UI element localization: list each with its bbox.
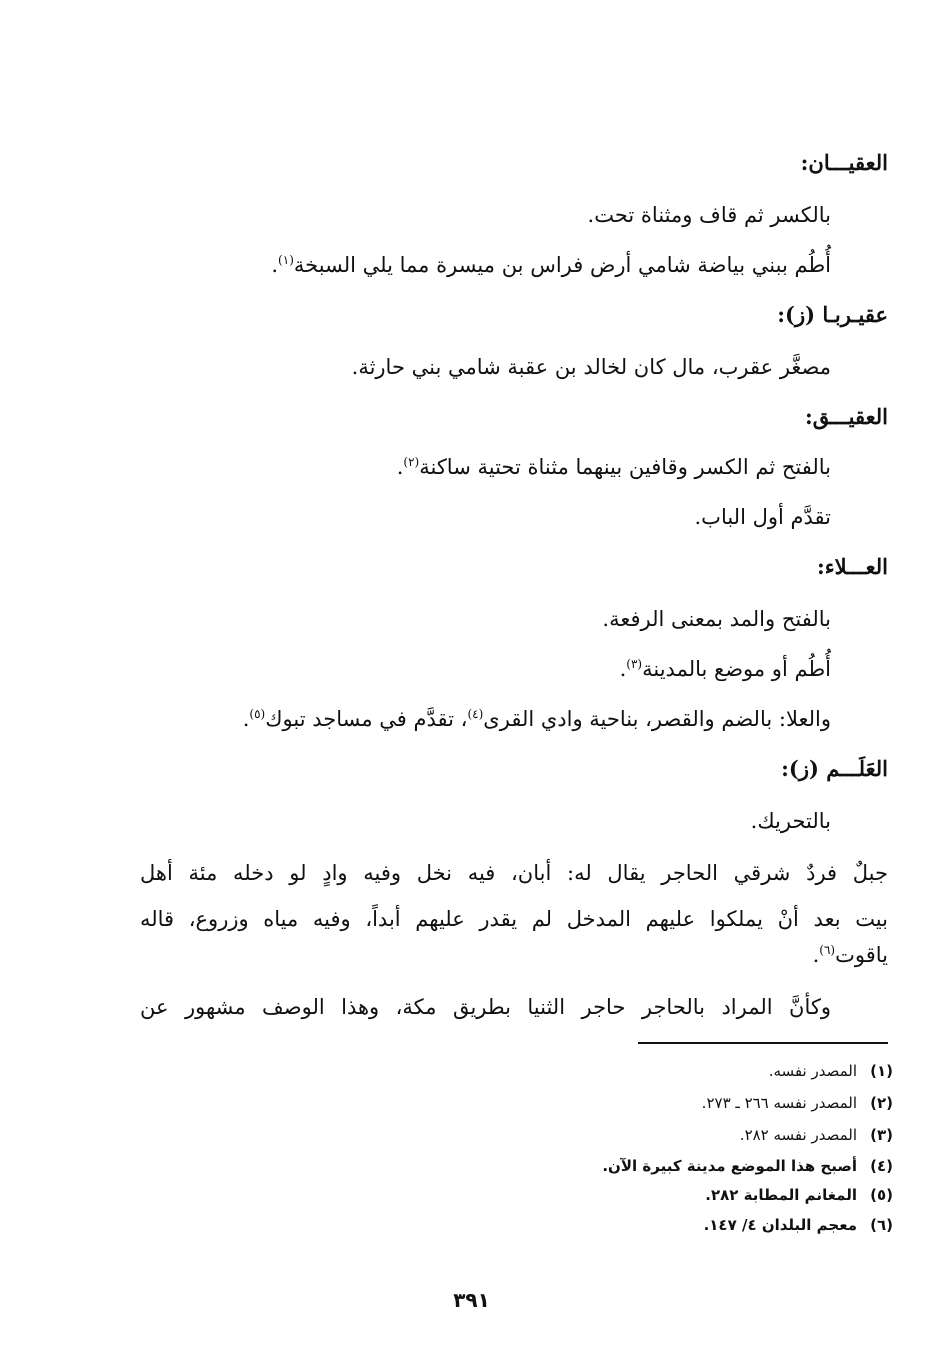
paragraph-line — [813, 940, 888, 970]
footnote-number: (٦) — [870, 1216, 893, 1234]
entry-heading: العقيـــق: — [804, 404, 888, 429]
footnote-ref[interactable]: (٤) — [467, 707, 484, 721]
line-end: . — [812, 943, 820, 967]
footnote-text: المصدر نفسه ٢٨٢. — [739, 1126, 857, 1144]
entry-line: تقدَّم أول الباب. — [694, 505, 831, 529]
footnote-number: (١) — [870, 1062, 893, 1080]
entry-line — [620, 654, 831, 684]
line-text: والعلا: بالضم والقصر، بناحية وادي القرى — [483, 707, 831, 731]
line-text: أُطُم أو موضع بالمدينة — [642, 657, 831, 681]
entry-line: بالفتح والمد بمعنى الرفعة. — [602, 607, 831, 631]
footnote — [740, 1124, 893, 1146]
line-text: أُطُم ببني بياضة شامي أرض فراس بن ميسرة مما يلي السبخة — [293, 253, 831, 277]
paragraph-line: بيت بعد أنْ يملكوا عليهم المدخل لم يقدر عليهم أبداً، وفيه مياه وزروع، قاله — [140, 907, 888, 931]
footnote — [705, 1184, 893, 1206]
footnote-number: (٤) — [870, 1157, 893, 1175]
footnote-text: المغانم المطابة ٢٨٢. — [705, 1186, 857, 1204]
footnote-text: المصدر نفسه. — [768, 1062, 857, 1080]
footnote-ref[interactable]: (٣) — [626, 657, 643, 671]
entry-line — [243, 704, 831, 734]
footnote-separator — [638, 1042, 888, 1044]
footnote-ref[interactable]: (٦) — [819, 943, 836, 957]
line-end: . — [396, 455, 404, 479]
entry-line: مصغَّر عقرب، مال كان لخالد بن عقبة شامي بني حارثة. — [351, 355, 831, 379]
entry-line: بالكسر ثم قاف ومثناة تحت. — [587, 203, 831, 227]
footnote — [602, 1155, 893, 1177]
line-end: . — [619, 657, 627, 681]
footnote — [769, 1060, 893, 1082]
entry-line — [397, 452, 831, 482]
footnote-ref[interactable]: (٥) — [249, 707, 266, 721]
line-text: ياقوت — [835, 943, 888, 967]
footnote — [702, 1092, 893, 1114]
entry-heading: العـــلاء: — [817, 554, 888, 579]
line-end: . — [271, 253, 279, 277]
footnote-ref[interactable]: (١) — [278, 253, 294, 267]
entry-heading: العقيـــان: — [800, 150, 888, 175]
entry-line — [271, 250, 831, 280]
line-end: . — [242, 707, 250, 731]
footnote — [704, 1214, 893, 1236]
footnote-text: أصبح هذا الموضع مدينة كبيرة الآن. — [602, 1157, 857, 1175]
entry-heading: عقيـربـا (ز): — [777, 302, 888, 327]
paragraph-line: وكأنَّ المراد بالحاجر حاجر الثنيا بطريق مكة، وهذا الوصف مشهور عن — [140, 995, 831, 1019]
footnote-number: (٢) — [870, 1094, 893, 1112]
page-number: ٣٩١ — [453, 1288, 490, 1312]
footnote-text: المصدر نفسه ٢٦٦ ـ ٢٧٣. — [701, 1094, 857, 1112]
footnote-ref[interactable]: (٢) — [403, 455, 420, 469]
footnote-number: (٥) — [870, 1186, 893, 1204]
line-text: ، تقدَّم في مساجد تبوك — [265, 707, 468, 731]
line-text: بالفتح ثم الكسر وقافين بينهما مثناة تحتية ساكنة — [419, 455, 831, 479]
paragraph-line: جبلٌ فردٌ شرقي الحاجر يقال له: أبان، فيه نخل وفيه وادٍ لو دخله مئة أهل — [140, 861, 888, 885]
entry-line: بالتحريك. — [750, 809, 831, 833]
entry-heading: العَلَـــم (ز): — [781, 756, 888, 781]
footnote-number: (٣) — [870, 1126, 893, 1144]
footnote-text: معجم البلدان ٤/ ١٤٧. — [703, 1216, 857, 1234]
